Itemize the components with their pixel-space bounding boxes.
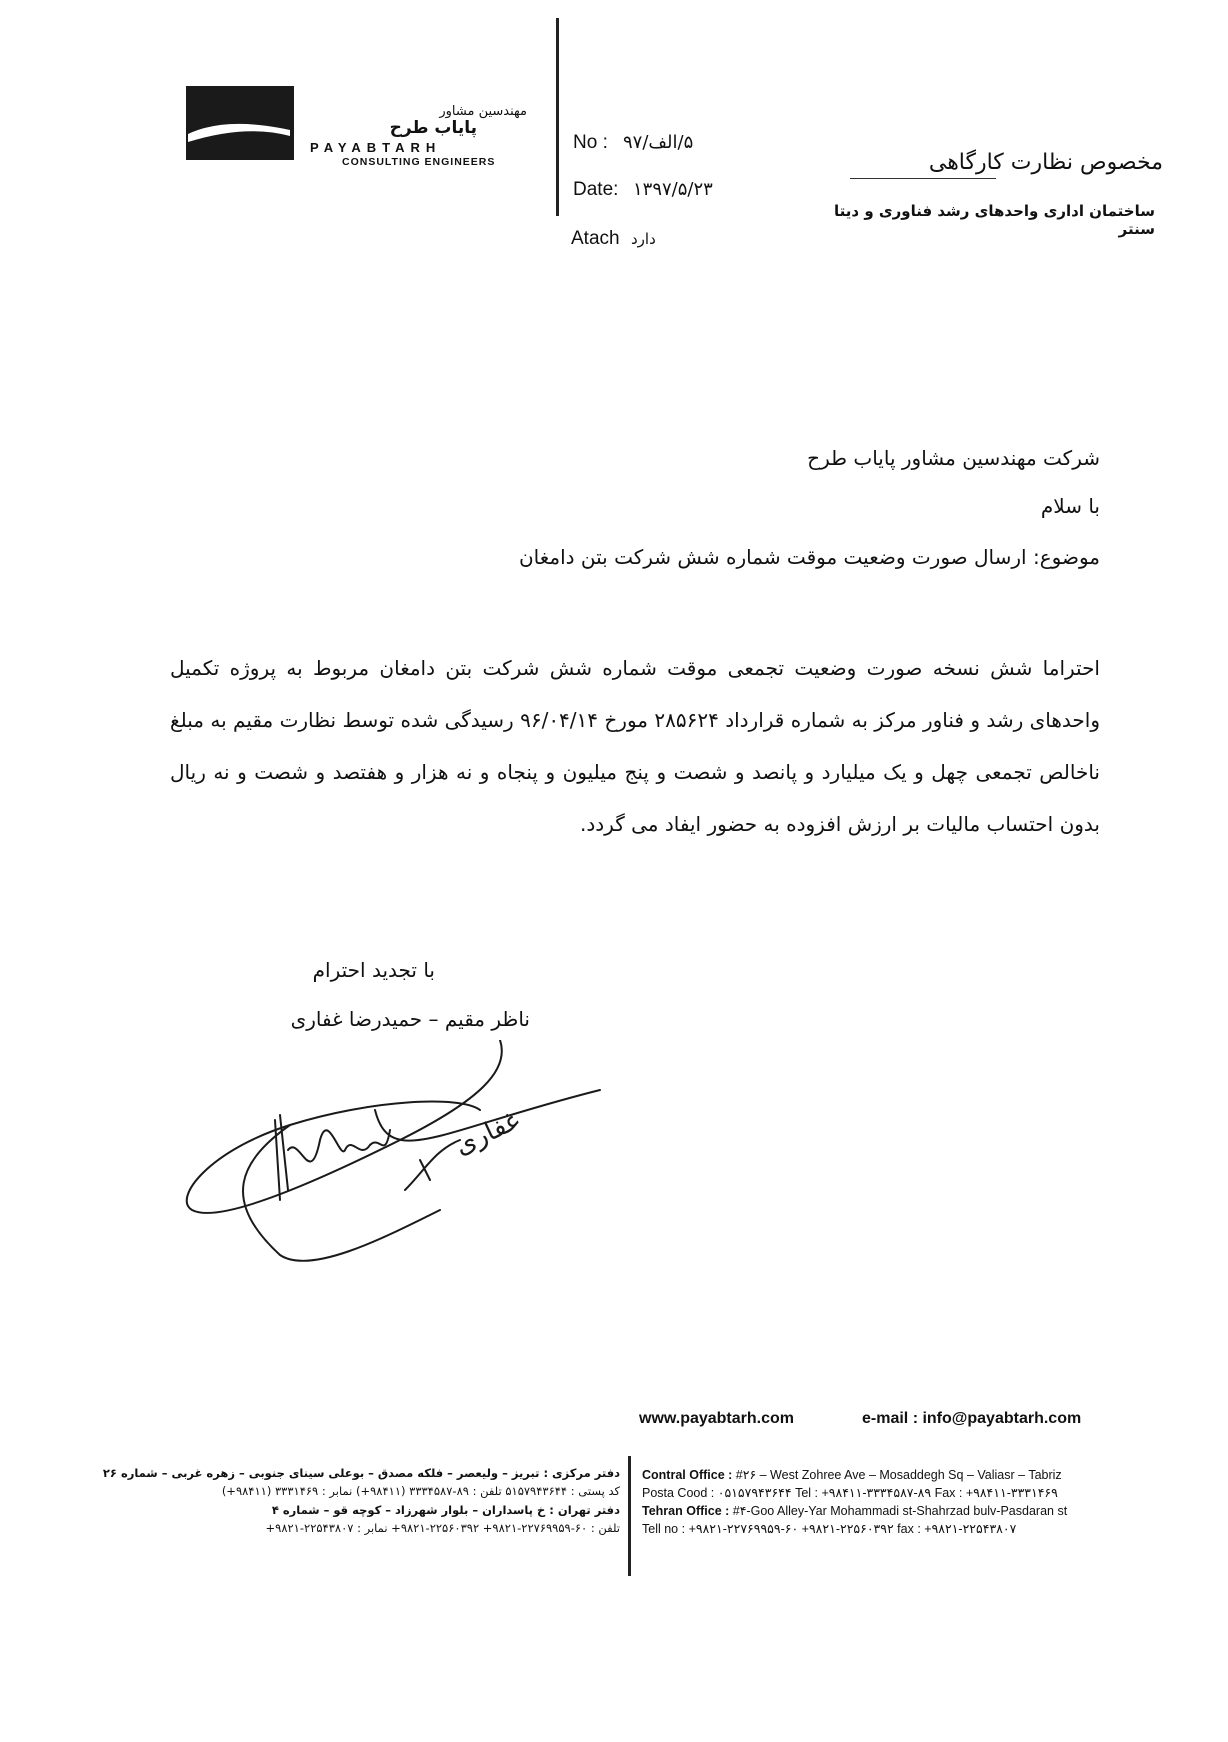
date-label: Date:: [573, 179, 619, 200]
tel-no-value: +۹۸۲۱-۲۲۷۶۹۹۵۹-۶۰ +۹۸۲۱-۲۲۵۶۰۳۹۲ fax : +۹۸۲۱-۲۲۵۴۳۸۰۷: [688, 1522, 1017, 1536]
footer-postal-code: [642, 1485, 1058, 1500]
letter-addressee: شرکت مهندسین مشاور پایاب طرح: [807, 446, 1100, 470]
footer-email[interactable]: e-mail : info@payabtarh.com: [862, 1410, 1082, 1427]
footer-fa-tel: تلفن : ۶۰-۲۲۷۶۹۹۵۹-۹۸۲۱+ ۲۲۵۶۰۳۹۲-۹۸۲۱+ نمابر : ۲۲۵۴۳۸۰۷-۹۸۲۱+: [265, 1521, 620, 1535]
date-value: ۱۳۹۷/۵/۲۳: [633, 179, 713, 200]
brand-en: PAYABTARH: [310, 140, 442, 155]
tehran-office-label: Tehran Office :: [642, 1504, 730, 1518]
brand-en-sub: CONSULTING ENGINEERS: [342, 156, 496, 168]
company-logo: [186, 86, 294, 160]
letter-subject: موضوع: ارسال صورت وضعیت موقت شماره شش شرکت بتن دامغان: [518, 545, 1100, 569]
central-office-address: #۲۶ – West Zohree Ave – Mosaddegh Sq – Valiasr – Tabriz: [735, 1468, 1062, 1482]
postal-code-value: ۰۵۱۵۷۹۴۳۶۴۴ Tel : +۹۸۴۱۱-۳۳۳۴۵۸۷-۸۹ Fax : +۹۸۴۱۱-۳۳۳۱۴۶۹: [717, 1486, 1058, 1500]
header-divider: [556, 18, 559, 216]
tel-no-label: Tell no :: [642, 1522, 686, 1536]
signature-text: غفاری: [450, 1105, 525, 1162]
attach-label: Atach: [571, 228, 620, 249]
footer-website[interactable]: www.payabtarh.com: [639, 1410, 794, 1427]
central-office-label: Contral Office :: [642, 1468, 733, 1482]
tehran-office-address: #۴-Goo Alley-Yar Mohammadi st-Shahrzad bulv-Pasdaran st: [732, 1504, 1068, 1518]
brand-fa: پایاب طرح: [389, 118, 477, 138]
no-value: ۵/الف/۹۷: [623, 132, 694, 153]
no-label: No :: [573, 132, 608, 153]
footer-fa-postal-code: کد پستی : ۵۱۵۷۹۴۳۶۴۴ تلفن : ۸۹-۳۳۳۴۵۸۷ (۹۸۴۱۱+) نمابر : ۳۳۳۱۴۶۹ (۹۸۴۱۱+): [221, 1484, 620, 1498]
letter-body: احتراما شش نسخه صورت وضعیت تجمعی موقت شماره شش شرکت بتن دامغان مربوط به پروژه تکمیل واحدهای رشد و فناور مرکز به شماره قرارداد ۲۸۵۶۲۴ مورخ ۹۶/۰۴/۱۴ رسیدگی شده توسط نظارت مقیم به مبلغ ناخالص تجمعی چهل و یک میلیارد و پانصد و شصت و پنج میلیون و پنجاه و نه هزار و هفتصد و شصت و نه ریال بدون احتساب مالیات بر ارزش افزوده به حضور ایفاد می گردد.: [170, 656, 1100, 836]
letter-greeting: با سلام: [1040, 494, 1100, 518]
footer-fa-tehran-office: دفتر تهران : خ پاسداران – بلوار شهرزاد – کوچه قو – شماره ۴: [271, 1503, 620, 1517]
letter-closing: با تجدید احترام: [312, 958, 435, 982]
handwritten-signature: [180, 1040, 620, 1274]
footer-tel-no: [642, 1521, 1016, 1536]
postal-code-label: Posta Cood :: [642, 1486, 715, 1500]
footer-divider: [628, 1456, 631, 1576]
recipient-underline: [850, 178, 996, 179]
recipient-department: مخصوص نظارت کارگاهی: [928, 150, 1163, 175]
attach-value: دارد: [631, 230, 656, 248]
letter-signatory: ناظر مقیم – حمیدرضا غفاری: [290, 1007, 530, 1031]
footer-fa-central-office: دفتر مرکزی : تبریز – ولیعصر – فلکه مصدق – بوعلی سینای جنوبی – زهره غربی – شماره ۲۶: [102, 1466, 620, 1480]
brand-fa-small: مهندسین مشاور: [439, 104, 527, 119]
footer-tehran-office: [642, 1503, 1067, 1518]
footer-central-office: [642, 1467, 1062, 1482]
recipient-building: ساختمان اداری واحدهای رشد فناوری و دیتا سنتر: [834, 202, 1155, 238]
